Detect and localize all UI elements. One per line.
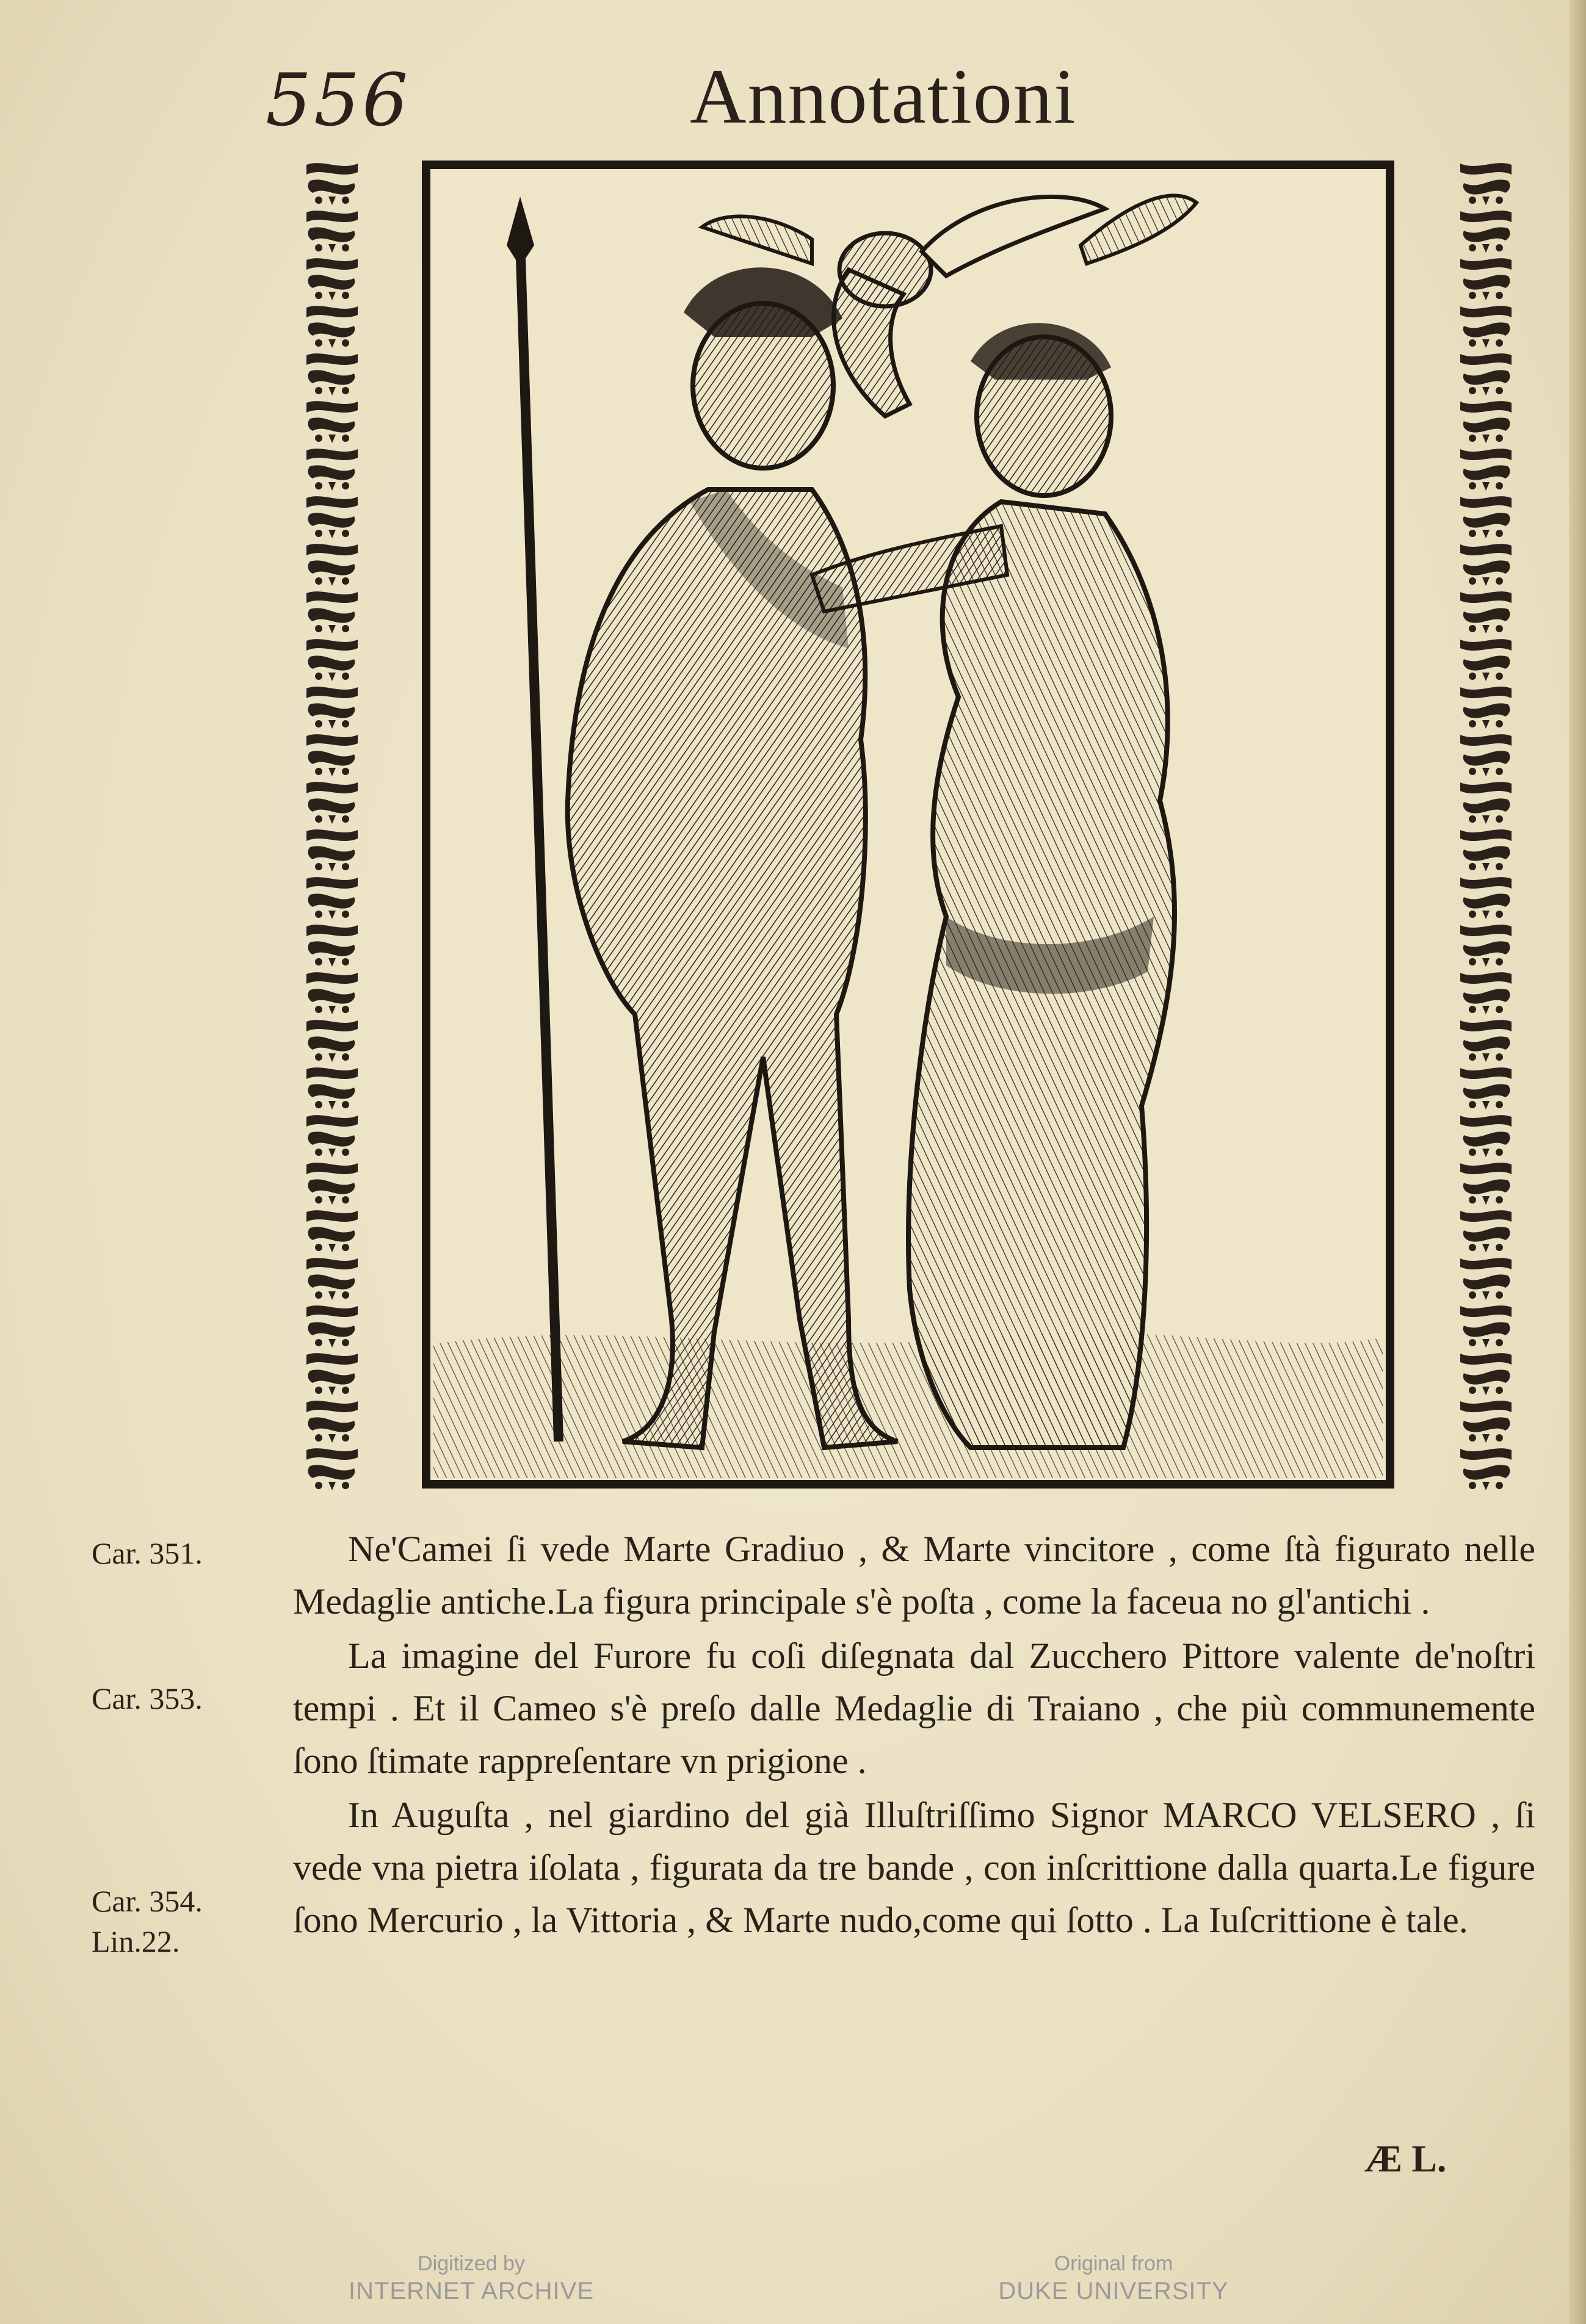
catchword: Æ L.	[1364, 2138, 1447, 2180]
margin-note-line-22: Lin.22.	[92, 1924, 180, 1958]
page-number: 556	[266, 58, 411, 142]
paragraph-3: In Auguſta , nel giardino del già Illuſtriſſimo Signor MARCO VELSERO , ſi vede vna pietra iſolata , figurata da tre bande , con inſcrittione dalla quarta.Le figure ſono Mercurio , la Vittoria , & Marte nudo,come qui ſotto . La Iuſcrittione è tale.	[293, 1795, 1535, 1940]
running-title: Annotationi	[690, 53, 1077, 140]
footer-digitized-by	[288, 2251, 654, 2306]
body-text	[293, 1523, 1535, 1948]
footer-original-label: Original from	[1054, 2252, 1173, 2275]
footer-duke-university: DUKE UNIVERSITY	[998, 2278, 1229, 2304]
paragraph-1: Ne'Camei ſi vede Marte Gradiuo , & Marte vincitore , come ſtà figurato nelle Medaglie antiche.La figura principale s'è poſta , come la faceua no gl'antichi .	[293, 1529, 1535, 1622]
margin-note-car-351: Car. 351.	[92, 1536, 203, 1570]
margin-note-car-353: Car. 353.	[92, 1681, 203, 1716]
right-ornamental-border	[1452, 159, 1520, 1495]
page-edge-shadow	[1569, 0, 1586, 2324]
footer-original-from	[930, 2251, 1297, 2306]
margin-note-car-354: Car. 354.	[92, 1884, 203, 1918]
footer-digitized-label: Digitized by	[418, 2252, 525, 2275]
left-ornamental-border	[298, 159, 366, 1495]
woodcut-illustration	[421, 160, 1395, 1489]
footer-internet-archive: INTERNET ARCHIVE	[349, 2278, 594, 2304]
paragraph-2: La imagine del Furore fu coſi diſegnata dal Zucchero Pittore valente de'noſtri tempi . Et il Cameo s'è preſo dalle Medaglie di Traiano , che più communemente ſono ſtimate rappreſentare vn prigione .	[293, 1636, 1535, 1781]
